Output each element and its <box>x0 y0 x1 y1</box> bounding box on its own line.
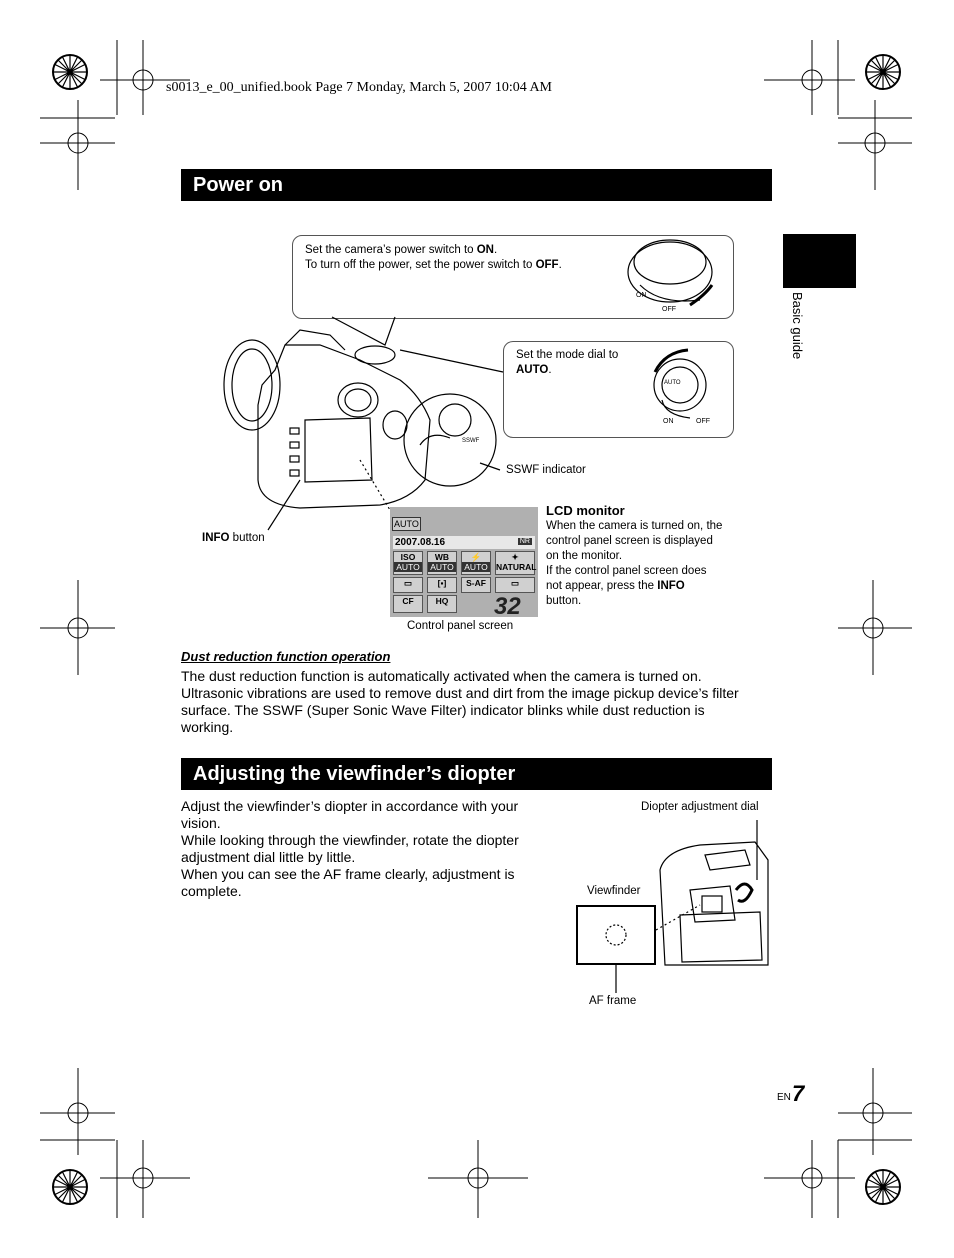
control-panel-caption: Control panel screen <box>407 620 514 632</box>
dial2-auto-label: AUTO <box>664 380 681 386</box>
lcd-iso: ISO AUTO <box>393 551 423 575</box>
sswf-indicator-label: SSWF indicator <box>506 464 586 476</box>
viewfinder-label: Viewfinder <box>587 885 641 897</box>
dust-reduction-text: The dust reduction function is automatically activated when the camera is turned on. Ultrasonic vibrations are used to remove dust and dirt from the image pickup device’s filter surface. The SSWF (Super Sonic Wave Filter) indicator blinks while dust reduction is working. <box>181 668 739 735</box>
lcd-quality: HQ <box>427 595 457 613</box>
info-button-label: INFO button <box>202 532 265 544</box>
lcd-media: CF <box>393 595 423 613</box>
picture-mode-icon: ✦ <box>511 552 519 562</box>
lcd-focus: S-AF <box>461 577 491 593</box>
lcd-drive-icon: ▭ <box>393 577 423 593</box>
flash-icon: ⚡ <box>470 552 482 562</box>
mode-dial-instruction: Set the mode dial to AUTO. <box>516 349 619 376</box>
lcd-metering-icon: [▪] <box>427 577 457 593</box>
lcd-wb: WB AUTO <box>427 551 457 575</box>
page-number: 7 <box>792 1081 805 1106</box>
lcd-flash: ⚡ AUTO <box>461 551 491 575</box>
book-header: s0013_e_00_unified.book Page 7 Monday, March 5, 2007 10:04 AM <box>166 80 552 95</box>
lcd-nr-badge: NR <box>519 538 530 545</box>
lcd-shots-remaining: 32 <box>494 593 521 620</box>
lcd-date: 2007.08.16 <box>393 536 535 549</box>
power-on-heading: Power on <box>181 169 772 201</box>
diopter-text: Adjust the viewfinder’s diopter in accordance with your vision. While looking through the viewfinder, rotate the diopter adjustment dial little by little. When you can see the AF frame clearly, adjustment is complete. <box>181 798 519 899</box>
dust-reduction-heading: Dust reduction function operation <box>181 649 391 664</box>
diopter-heading: Adjusting the viewfinder’s diopter <box>181 758 772 790</box>
lcd-picture-mode: ✦ NATURAL <box>495 551 535 575</box>
lcd-aspect-icon: ▭ <box>495 577 535 593</box>
dial1-off-label: OFF <box>662 306 676 313</box>
dial2-on-label: ON <box>663 418 674 425</box>
dial1-on-label: ON <box>636 292 647 299</box>
dial2-off-label: OFF <box>696 418 710 425</box>
lcd-mode: AUTO <box>394 519 419 529</box>
power-switch-instruction: Set the camera’s power switch to ON. To turn off the power, set the power switch to OFF. <box>305 244 562 271</box>
control-panel-screen <box>390 507 538 620</box>
diopter-dial-label: Diopter adjustment dial <box>641 801 759 813</box>
af-frame-label: AF frame <box>589 995 637 1007</box>
chapter-label: Basic guide <box>790 292 805 360</box>
language-code: EN <box>777 1092 791 1103</box>
lcd-monitor-description: LCD monitor When the camera is turned on, the control panel screen is displayed on the monitor. If the control panel screen does not appear, press the INFO button. <box>546 503 723 607</box>
inset-sswf-label: SSWF <box>462 438 480 444</box>
viewfinder-frame <box>576 905 656 965</box>
